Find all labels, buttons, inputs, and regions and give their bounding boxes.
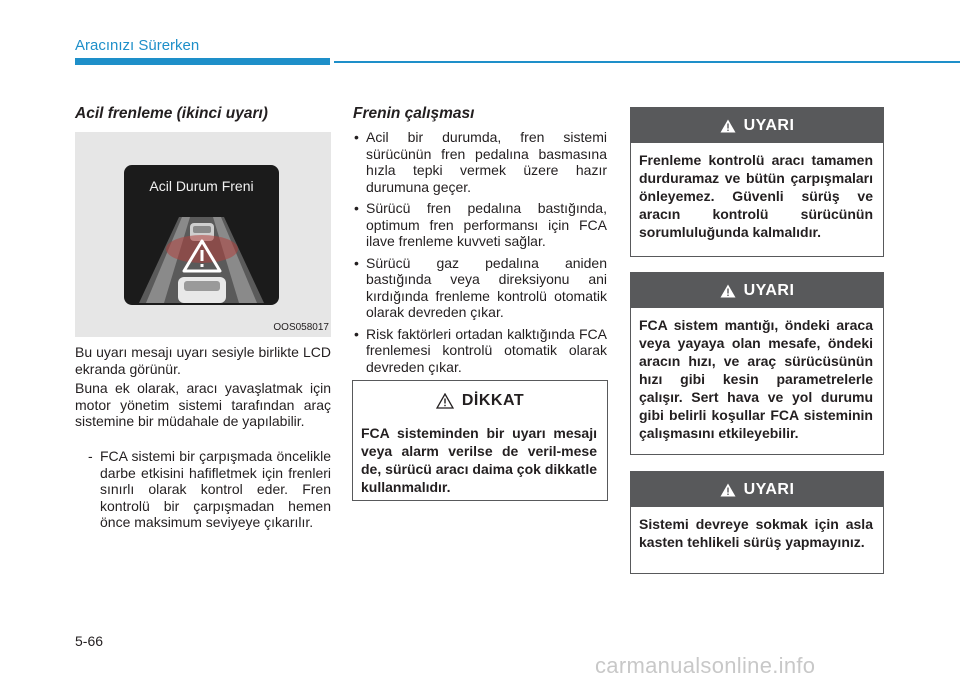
- warning-title: UYARI: [743, 480, 795, 498]
- header-bar-accent: [75, 58, 330, 65]
- caution-header: [353, 381, 607, 421]
- section-title: Aracınızı Sürerken: [75, 37, 200, 54]
- warning-text: Frenleme kontrolü aracı tamamen durduramaz ve bütün çarpışmaları önleyemez. Güvenli sürüş ve aracın kontrolü sürücünün sorumluluğunda kalmalıdır.: [639, 152, 873, 240]
- warning-title: UYARI: [743, 116, 795, 134]
- caution-title: DİKKAT: [461, 392, 525, 409]
- list-item-text: Acil bir durumda, fren sistemi sürücünün fren pedalına basmasına hızla tepki vermek üzere hazır durumuna geçer.: [366, 129, 607, 195]
- list-item: [353, 326, 607, 376]
- left-heading: Acil frenleme (ikinci uyarı): [75, 105, 268, 122]
- bullet-dot: •: [354, 129, 359, 145]
- list-item: [353, 129, 607, 195]
- dash-marker: -: [88, 448, 93, 464]
- caution-box: [352, 380, 608, 501]
- warning-triangle-icon: [720, 119, 736, 133]
- bullet-list: [353, 129, 607, 380]
- warning-box: [630, 272, 884, 455]
- warning-text: FCA sistem mantığı, öndeki araca veya yayaya olan mesafe, öndeki aracın hızı, ve araç sürücüsünün hızı gibi kesin parametrelerle çalışır. Sert hava ve yol durumu gibi belirli koşullar FCA sisteminin çalışmasını etkileyebilir.: [639, 317, 873, 441]
- page-number: 5-66: [75, 633, 104, 649]
- dashboard-figure: [75, 132, 331, 337]
- warning-box: [630, 107, 884, 257]
- display-title: Acil Durum Freni: [149, 178, 254, 194]
- road-scene-icon: [124, 165, 279, 305]
- warning-triangle-icon: [720, 483, 736, 497]
- bullet-dot: •: [354, 200, 359, 216]
- warning-header: [631, 108, 883, 143]
- list-item-text: Sürücü gaz pedalına aniden bastığında veya direksiyonu ani kırdığında frenleme kontrolü otomatik olarak devreden çıkar.: [366, 254, 607, 320]
- header-rule: [334, 61, 960, 63]
- warning-text: Sistemi devreye sokmak için asla kasten tehlikeli sürüş yapmayınız.: [639, 516, 873, 550]
- list-item-text: Sürücü fren pedalına bastığında, optimum fren performansı için FCA ilave frenleme kuvveti sağlar.: [366, 200, 607, 249]
- watermark: carmanualsonline.info: [595, 653, 816, 678]
- warning-triangle-icon: [436, 393, 454, 409]
- warning-box: [630, 471, 884, 574]
- cluster-display: [124, 165, 279, 305]
- list-item: [353, 255, 607, 321]
- warning-header: [631, 472, 883, 507]
- middle-heading: Frenin çalışması: [353, 105, 475, 122]
- paragraph: Buna ek olarak, aracı yavaşlatmak için motor yönetim sistemi tarafından araç sistemine bir müdahale de yapılabilir.: [75, 380, 331, 429]
- list-item: [353, 200, 607, 250]
- warning-triangle-icon: [720, 284, 736, 298]
- paragraph: Bu uyarı mesajı uyarı sesiyle birlikte LCD ekranda görünür.: [75, 344, 331, 377]
- bullet-dot: •: [354, 254, 359, 271]
- dash-list-item: [88, 448, 331, 531]
- list-item-text: Risk faktörleri ortadan kalktığında FCA frenlemesi kontrolü otomatik olarak devreden çıkar.: [366, 325, 607, 375]
- caution-text: FCA sisteminden bir uyarı mesajı veya alarm verilse de veril-mese de, sürücü aracı daima çok dikkatle kullanmalıdır.: [361, 425, 597, 495]
- dash-item-text: FCA sistemi bir çarpışmada öncelikle darbe etkisini hafifletmek için frenleri sınırlı olarak kontrol eder. Fren kontrolü bir çarpışmadan hemen önce maksimum seviyeye çıkarılır.: [100, 448, 331, 530]
- figure-code: OOS058017: [273, 322, 329, 333]
- warning-title: UYARI: [743, 281, 795, 299]
- warning-header: [631, 273, 883, 308]
- bullet-dot: •: [354, 325, 359, 342]
